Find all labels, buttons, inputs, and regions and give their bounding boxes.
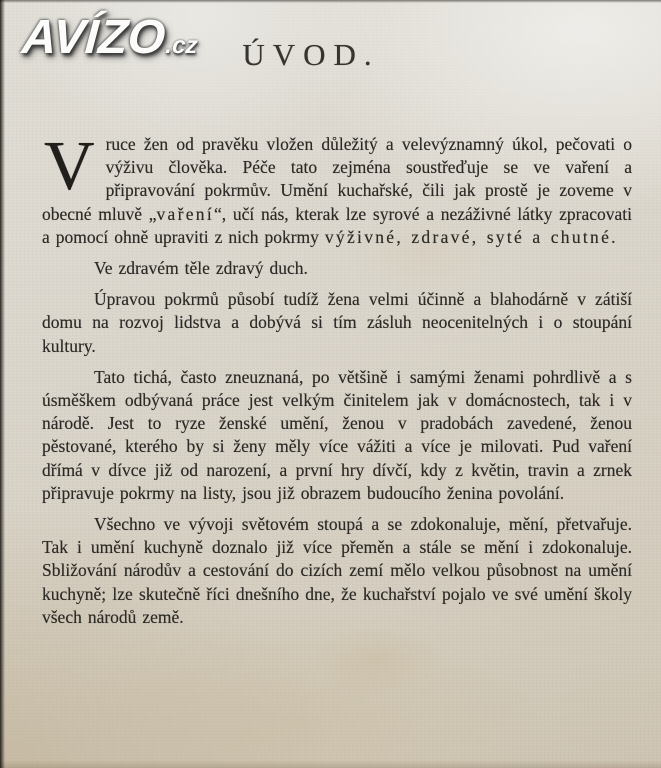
emphasized-text: vaření xyxy=(156,203,215,224)
paragraph: Tato tichá, často zneuznaná, po většině i samými ženami pohrdlivě a s úsměškem odbývaná práce jest velkým činitelem jak v domácnostech, tak i v národě. Jest to ryze ženské umění, ženou v pradobách zavedené, ženou pěstované, kterého by si ženy měly více vážiti a více je milovati. Pud vaření dřímá v dívce již od narození, a první hry dívčí, kdy z květin, travin a zrnek připravuje pokrmy na listy, jsou již obrazem budoucího ženina povolání. xyxy=(42,366,632,503)
photo-edge-top xyxy=(0,0,661,3)
book-page-content xyxy=(42,0,632,637)
avizo-brand-text: AVÍZO xyxy=(20,11,167,64)
paragraph: Úpravou pokrmů působí tudíž žena velmi účinně a blahodárně v zátiší domu na rozvoj lidstva a dobývá si tím zásluh neocenitelných i o stoupání kultury. xyxy=(42,289,632,356)
paragraph-text: . xyxy=(611,226,616,247)
paragraph-text: “, učí nás, kterak lze syrové a nezáživné látky zpracovati a pomocí ohně upraviti z nich pokrmy xyxy=(42,203,632,247)
page-title: ÚVOD. xyxy=(242,37,380,72)
photo-edge-left xyxy=(0,0,5,768)
avizo-watermark-logo xyxy=(20,10,200,65)
proverb-paragraph: Ve zdravém těle zdravý duch. xyxy=(94,258,308,279)
intro-paragraph xyxy=(42,128,632,249)
drop-cap-letter: V xyxy=(44,128,95,205)
paragraph-text: ruce žen od pravěku vložen důležitý a velevýznamný úkol, pečovati o výživu člověka. Péče tato zejména soustřeďuje se ve vaření a připravování pokrmův. Umění kuchařské, čili jak prostě je zoveme v obecné mluvě „ xyxy=(42,134,632,224)
emphasized-text: výživné, zdravé, syté a chutné xyxy=(324,226,612,247)
avizo-tld-text: .cz xyxy=(164,32,199,59)
photo-edge-bottom xyxy=(0,760,661,768)
paragraph: Všechno ve vývoji světovém stoupá a se zdokonaluje, mění, přetvařuje. Tak i umění kuchyně doznalo již více přeměn a stále se mění i zdokonaluje. Sbližování národův a cestování do cizích zemí mělo velkou působnost na umění kuchyně; lze skutečně říci dnešního dne, že kuchařství pojalo ve své umění školy všech národů země. xyxy=(42,514,632,627)
